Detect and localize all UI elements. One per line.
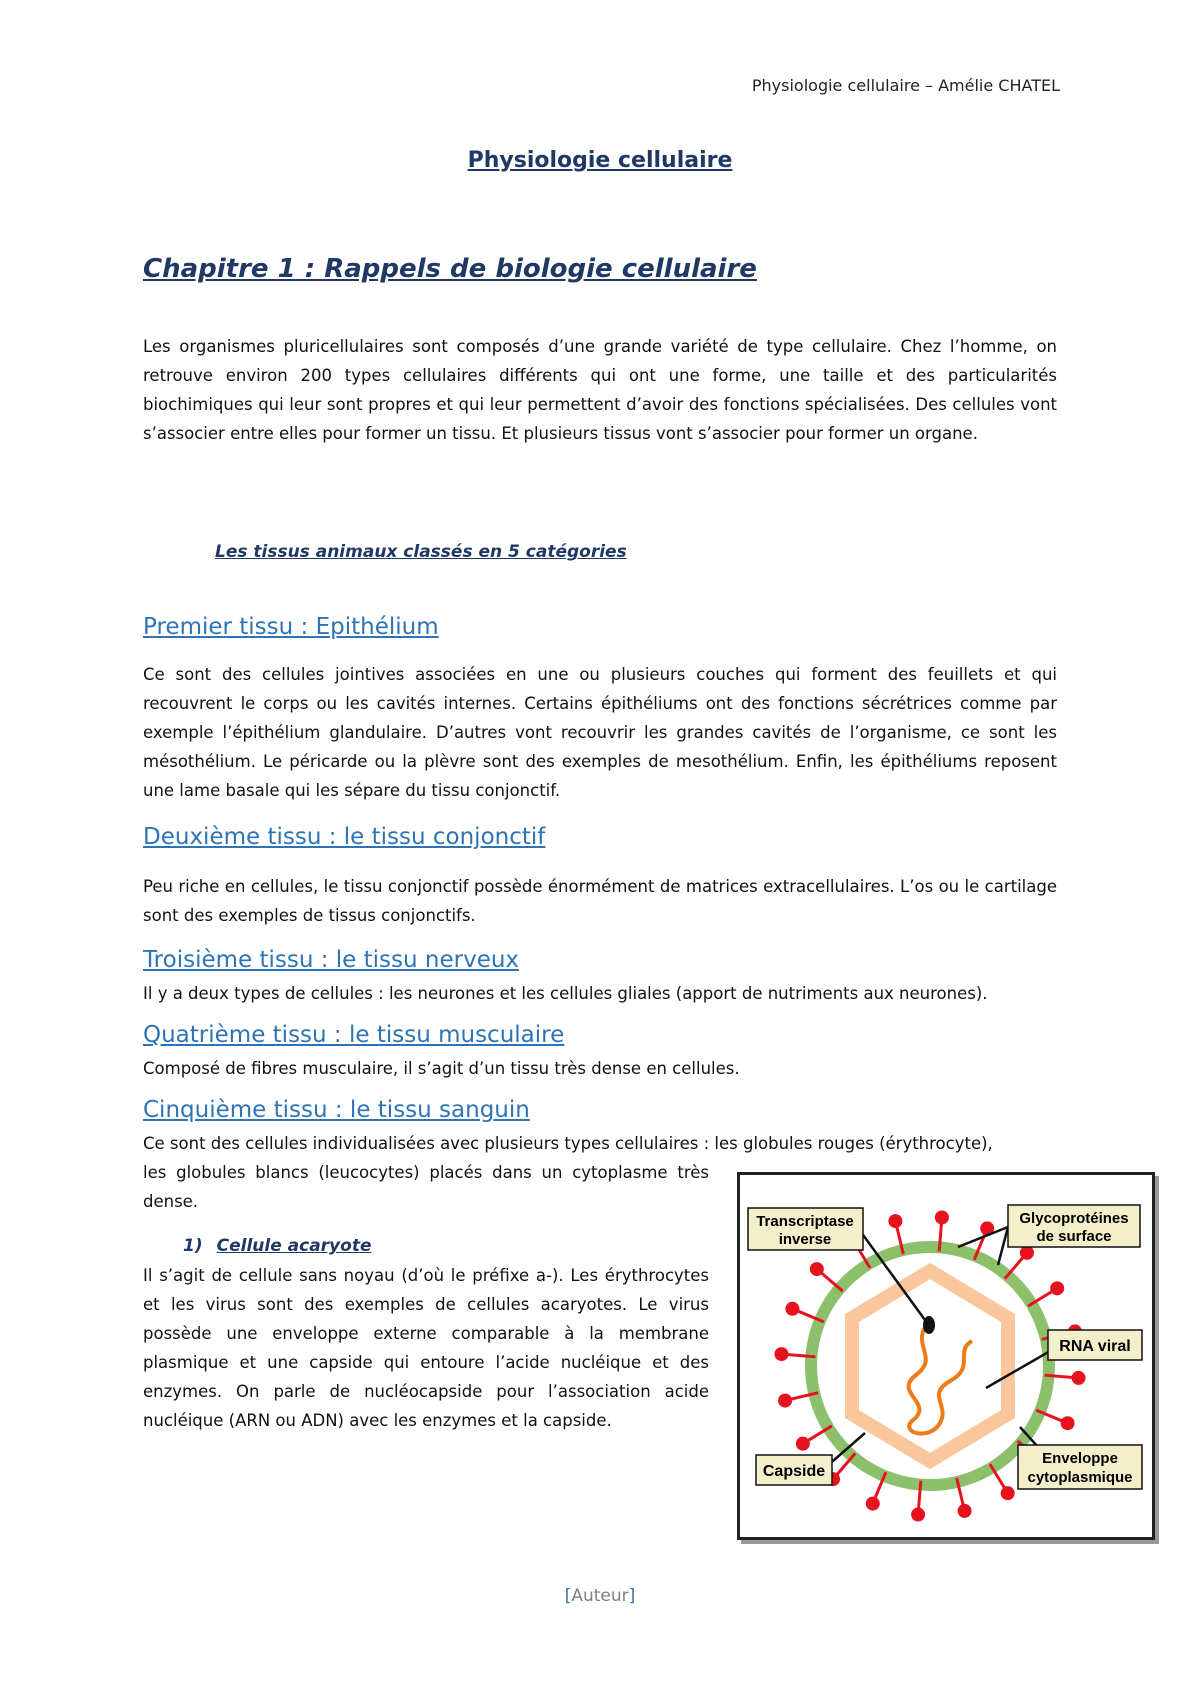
tissue-text-4: Composé de fibres musculaire, il s’agit d’un tissu très dense en cellules. [143,1059,740,1078]
glycoprotein-head [1001,1486,1015,1500]
label-enveloppe-1: Enveloppe [1042,1450,1118,1467]
glycoprotein-head [958,1504,972,1518]
tissue-heading-5: Cinquième tissu : le tissu sanguin [143,1097,530,1123]
leader-glyco-2 [998,1227,1008,1265]
footer-bracket-open: [ [564,1586,572,1606]
chapter-heading: Chapitre 1 : Rappels de biologie cellulaire [143,254,757,284]
glycoprotein-head [785,1302,799,1316]
label-glyco-1: Glycoprotéines [1019,1210,1129,1227]
tissue-text-3: Il y a deux types de cellules : les neurones et les cellules gliales (apport de nutriments aux neurones). [143,984,988,1003]
footer-author: Auteur [571,1586,629,1606]
glycoprotein-head [1072,1371,1086,1385]
document-title: Physiologie cellulaire [467,148,733,173]
categories-heading: Les tissus animaux classés en 5 catégories [215,542,627,562]
subsection-number: 1) [183,1236,203,1256]
page-footer [0,1586,1200,1606]
glycoprotein-head [1050,1281,1064,1295]
intro-paragraph: Les organismes pluricellulaires sont composés d’une grande variété de type cellulaire. Chez l’homme, on retrouve environ 200 types cellulaires différents qui ont une forme, une taille et des particularités biochimiques qui leur sont propres et qui leur permettent d’avoir des fonctions spécialisées. Des cellules vont s’associer entre elles pour former un tissu. Et plusieurs tissus vont s’associer pour former un organe. [143,337,1057,443]
tissue-text-1: Ce sont des cellules jointives associées en une ou plusieurs couches qui forment des feuillets et qui recouvrent le corps ou les cavités internes. Certains épithéliums ont des fonctions sécrétrices comme par exemple l’épithélium glandulaire. D’autres vont recouvrir les grandes cavités de l’organisme, ce sont les mésothélium. Le péricarde ou la plèvre sont des exemples de mesothélium. Enfin, les épithéliums reposent une lame basale qui les sépare du tissu conjonctif. [143,665,1057,800]
virus-diagram-svg [740,1175,1152,1537]
glycoprotein-head [935,1210,949,1224]
tissue-heading-2: Deuxième tissu : le tissu conjonctif [143,824,546,850]
subsection-heading [183,1236,371,1256]
label-capside: Capside [762,1463,826,1480]
label-transcriptase-2: inverse [778,1231,832,1248]
footer-bracket-close: ] [628,1586,636,1606]
glycoprotein-head [866,1497,880,1511]
label-rna: RNA viral [1059,1338,1131,1355]
subsection-label: Cellule acaryote [216,1236,372,1256]
label-transcriptase-1: Transcriptase [756,1213,854,1230]
tissue-heading-1: Premier tissu : Epithélium [143,614,439,640]
subsection-text: Il s’agit de cellule sans noyau (d’où le préfixe a-). Les érythrocytes et les virus sont des exemples de cellules acaryotes. Le virus possède une enveloppe externe comparable à la membrane plasmique et une capside qui entoure l’acide nucléique et des enzymes. On parle de nucléocapside pour l’association acide nucléique (ARN ou ADN) avec les enzymes et la capside. [143,1266,709,1430]
glycoprotein-head [888,1214,902,1228]
label-glyco-2: de surface [1036,1228,1112,1245]
virus-diagram [737,1172,1155,1540]
glycoprotein-head [796,1437,810,1451]
glycoprotein-head [774,1347,788,1361]
page-header: Physiologie cellulaire – Amélie CHATEL [751,76,1060,95]
viral-rna [909,1323,972,1434]
tissue-text-5-narrow: les globules blancs (leucocytes) placés dans un cytoplasme très dense. [143,1163,709,1211]
glycoprotein-head [778,1394,792,1408]
glycoprotein-head [810,1262,824,1276]
tissue-heading-4: Quatrième tissu : le tissu musculaire [143,1022,565,1048]
glycoprotein-head [911,1508,925,1522]
tissue-heading-3: Troisième tissu : le tissu nerveux [143,947,520,973]
tissue-text-5-full: Ce sont des cellules individualisées avec plusieurs types cellulaires : les globules rouges (érythrocyte), [143,1134,993,1153]
label-enveloppe-2: cytoplasmique [1027,1469,1133,1486]
glycoprotein-head [1020,1246,1034,1260]
tissue-text-2: Peu riche en cellules, le tissu conjonctif possède énormément de matrices extracellulaires. L’os ou le cartilage sont des exemples de tissus conjonctifs. [143,877,1057,925]
glycoprotein-head [1061,1416,1075,1430]
